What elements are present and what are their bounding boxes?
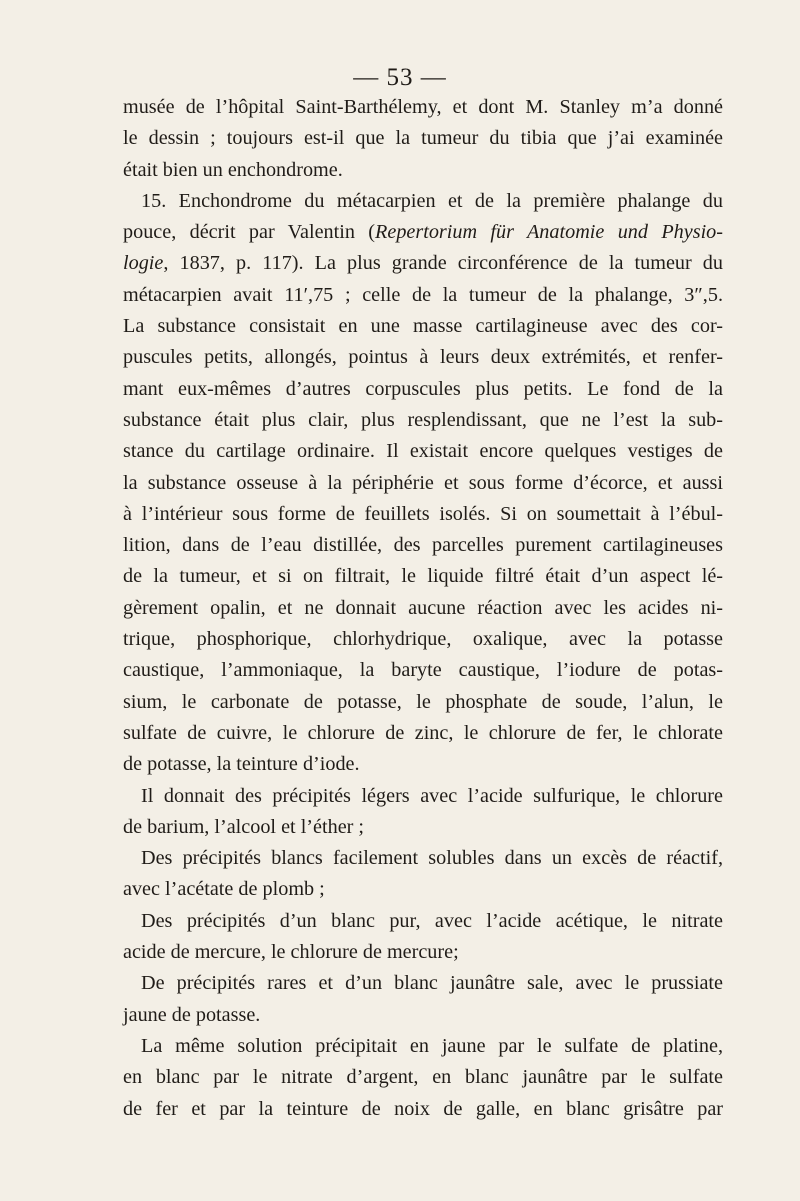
text-line: à l’intérieur sous forme de feuillets isolés. Si on soumettait à l’ébul- bbox=[123, 502, 723, 525]
text-line: le dessin ; toujours est-il que la tumeur du tibia que j’ai examinée bbox=[123, 127, 723, 150]
text-line: jaune de potasse. bbox=[123, 1003, 261, 1026]
text-line: Il donnait des précipités légers avec l’acide sulfurique, le chlorure bbox=[141, 784, 723, 807]
text-line: sulfate de cuivre, le chlorure de zinc, le chlorure de fer, le chlorate bbox=[123, 721, 723, 744]
text-line: métacarpien avait 11′,75 ; celle de la tumeur de la phalange, 3″,5. bbox=[123, 283, 723, 306]
journal-title-italic: logie bbox=[123, 252, 164, 275]
text-line: était bien un enchondrome. bbox=[123, 158, 343, 181]
text-line: De précipités rares et d’un blanc jaunâtre sale, avec le prussiate bbox=[141, 972, 723, 995]
text-line bbox=[123, 248, 723, 279]
text-line: La substance consistait en une masse cartilagineuse avec des cor- bbox=[123, 315, 723, 338]
body-text bbox=[123, 92, 723, 1125]
text-line: mant eux-mêmes d’autres corpuscules plus petits. Le fond de la bbox=[123, 377, 723, 400]
text-fragment: , 1837, p. 117). La plus grande circonférence de la tumeur du bbox=[163, 252, 723, 275]
text-line: de potasse, la teinture d’iode. bbox=[123, 753, 360, 776]
text-line: 15. Enchondrome du métacarpien et de la première phalange du bbox=[141, 189, 723, 212]
text-line: gèrement opalin, et ne donnait aucune réaction avec les acides ni- bbox=[123, 596, 723, 619]
text-line: puscules petits, allongés, pointus à leurs deux extrémités, et renfer- bbox=[123, 346, 723, 369]
text-line: musée de l’hôpital Saint-Barthélemy, et dont M. Stanley m’a donné bbox=[123, 96, 723, 118]
text-fragment: pouce, décrit par Valentin ( bbox=[123, 221, 376, 244]
page-number: — 53 — bbox=[353, 64, 447, 91]
text-line: substance était plus clair, plus resplendissant, que ne l’est la sub- bbox=[123, 408, 723, 431]
text-line: trique, phosphorique, chlorhydrique, oxalique, avec la potasse bbox=[123, 628, 723, 651]
text-line bbox=[123, 217, 723, 248]
text-line: de la tumeur, et si on filtrait, le liquide filtré était d’un aspect lé- bbox=[123, 565, 723, 588]
text-line: sium, le carbonate de potasse, le phosphate de soude, l’alun, le bbox=[123, 690, 723, 713]
text-line: acide de mercure, le chlorure de mercure; bbox=[123, 941, 459, 964]
text-line: Des précipités d’un blanc pur, avec l’acide acétique, le nitrate bbox=[141, 909, 723, 932]
text-line: de barium, l’alcool et l’éther ; bbox=[123, 815, 365, 838]
text-line: caustique, l’ammoniaque, la baryte caustique, l’iodure de potas- bbox=[123, 659, 723, 682]
text-line: en blanc par le nitrate d’argent, en blanc jaunâtre par le sulfate bbox=[123, 1066, 723, 1089]
text-line: La même solution précipitait en jaune par le sulfate de platine, bbox=[141, 1034, 723, 1057]
text-line: lition, dans de l’eau distillée, des parcelles purement cartilagineuses bbox=[123, 534, 723, 557]
text-line: stance du cartilage ordinaire. Il existait encore quelques vestiges de bbox=[123, 440, 723, 463]
text-line: la substance osseuse à la périphérie et sous forme d’écorce, et aussi bbox=[123, 471, 723, 494]
journal-title-italic: Repertorium für Anatomie und Physio- bbox=[375, 221, 723, 244]
text-line: de fer et par la teinture de noix de galle, en blanc grisâtre par bbox=[123, 1097, 723, 1120]
text-line: avec l’acétate de plomb ; bbox=[123, 878, 325, 901]
text-line: Des précipités blancs facilement solubles dans un excès de réactif, bbox=[141, 847, 723, 870]
